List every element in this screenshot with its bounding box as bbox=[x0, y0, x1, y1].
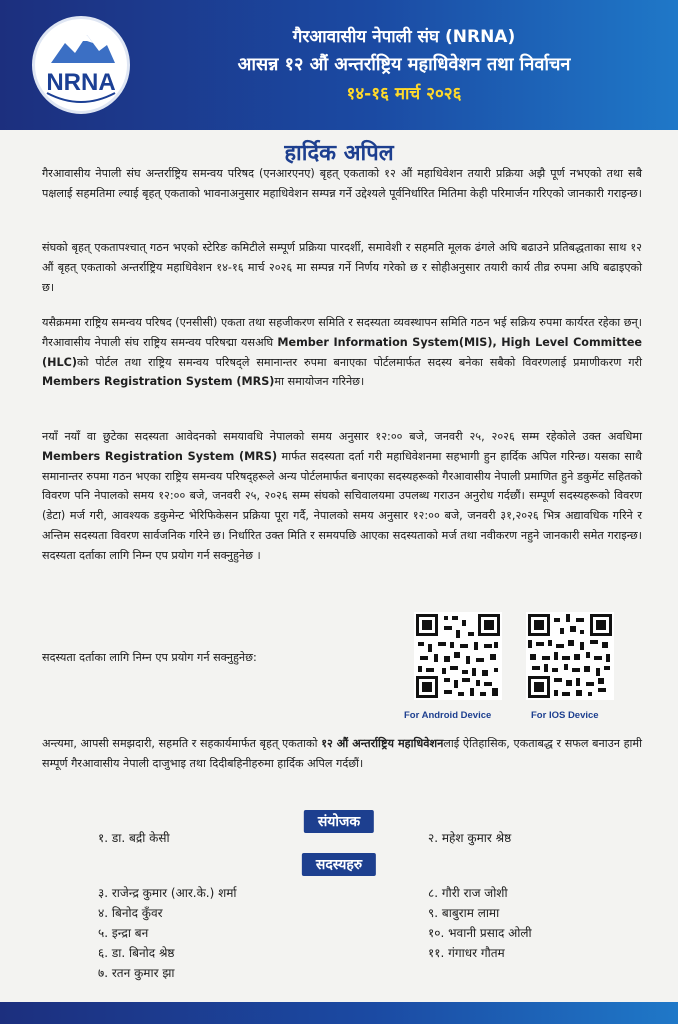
convener-1: १. डा. बद्री केसी bbox=[98, 831, 170, 845]
android-label: For Android Device bbox=[404, 710, 492, 721]
paragraph-4 bbox=[42, 427, 642, 566]
member-9: ९. बाबुराम लामा bbox=[428, 906, 500, 920]
member-11: ११. गंगाधर गौतम bbox=[428, 946, 505, 960]
p3-text-a: यसैक्रममा राष्ट्रिय समन्वय परिषद (एनसीसी) एकता तथा सहजीकरण समिति र सदस्यता व्यवस्थापन समिति गठन भई सक्रिय रुपमा कार्यरत रहेका छन्। गैरआवासीय नेपाली संघ राष्ट्रिय समन्वय परिषद्मा यसअघि bbox=[42, 316, 642, 349]
member-7: ७. रतन कुमार झा bbox=[98, 966, 175, 980]
p4-mrs: Members Registration System (MRS) bbox=[42, 449, 278, 463]
p3-text-c: को पोर्टल तथा राष्ट्रिय समन्वय परिषद्ले समानान्तर रुपमा बनाएका पोर्टलमार्फत सदस्य बनेका सबैको विवरणलाई प्रमाणीकरण गरी bbox=[76, 355, 642, 369]
nrna-logo bbox=[32, 16, 130, 114]
event-title: आसन्न १२ औं अन्तर्राष्ट्रिय महाधिवेशन तथा निर्वाचन bbox=[237, 54, 571, 75]
app-note: सदस्यता दर्ताका लागि निम्न एप प्रयोग गर्न सक्नुहुनेछ: bbox=[42, 651, 257, 664]
android-qr-code[interactable] bbox=[414, 612, 502, 700]
p5-text-a: अन्त्यमा, आपसी समझदारी, सहमति र सहकार्यमार्फत बृहत् एकताको bbox=[42, 737, 322, 750]
footer-bar bbox=[0, 1002, 678, 1024]
p4-text-c: मार्फत सदस्यता दर्ता गरी महाधिवेशनमा सहभागी हुन हार्दिक अपिल गरिन्छ। यसका साथै समानान्तर रुपमा गठन भएका राष्ट्रिय समन्वय परिषद्हरूले अन्य पोर्टलमार्फत बनाएका सदस्यहरूको गैरआवासीय नेपाली प्रमाणित हुने डकुमेंट सहितको विवरण पनि नेपालको समय १२:०० बजे, जनवरी २५, २०२६ सम्म संघको सचिवालयमा उपलब्ध गराउन अनुरोध गर्दछौं। सम्पूर्ण सदस्यहरूको विवरण (डेटा) मर्ज गरी, आवश्यक डकुमेन्ट भेरिफिकेसन प्रक्रिया पूरा गर्दै, नेपालको समय अनुसार १२:०० बजे, जनवरी ३१,२०२६ भित्र अद्यावधिक गरिने र अन्तिम सदस्यता विवरण सार्वजनिक गरिने छ। निर्धारित उक्त मिति र समयपछि आएका सदस्यताको मर्ज तथा नवीकरण नहुने जानकारी समेत गराइन्छ। सदस्यता दर्ताका लागि निम्न एप प्रयोग गर्न सक्नुहुनेछ । bbox=[42, 449, 643, 562]
ios-label: For IOS Device bbox=[531, 710, 599, 721]
p3-text-e: मा समायोजन गरिनेछ। bbox=[274, 375, 365, 389]
p5-text-c: लाई ऐतिहासिक, एकताबद्ध र सफल बनाउन हामी सम्पूर्ण गैरआवासीय नेपाली दाजुभाइ तथा दिदीबहिनीहरुमा हार्दिक अपिल गर्दछौं। bbox=[42, 737, 642, 770]
paragraph-2: संघको बृहत् एकतापश्चात् गठन भएको स्टेरिङ कमिटीले सम्पूर्ण प्रक्रिया पारदर्शी, समावेशी र सहमति मूलक ढंगले अघि बढाउने प्रतिबद्धताका साथ १२ औं बृहत् एकताको अन्तर्राष्ट्रिय महाधिवेशन १४-१६ मार्च २०२६ मा सम्पन्न गर्ने निर्णय गरेको छ र सोहीअनुसार तयारी कार्य तीव्र रुपमा अघि बढाइएको छ। bbox=[42, 241, 642, 294]
org-name: गैरआवासीय नेपाली संघ (NRNA) bbox=[292, 27, 516, 47]
ios-qr-icon bbox=[526, 612, 614, 700]
logo-text: NRNA bbox=[46, 69, 116, 96]
member-8: ८. गौरी राज जोशी bbox=[428, 886, 508, 900]
paragraph-5 bbox=[42, 734, 642, 774]
convener-2: २. महेश कुमार श्रेष्ठ bbox=[428, 831, 512, 845]
paragraph-1: गैरआवासीय नेपाली संघ अन्तर्राष्ट्रिय समन्वय परिषद (एनआरएनए) बृहत् एकताको १२ औं महाधिवेशन तयारी प्रक्रिया अझै पूर्ण नभएको तथा सबै पक्षलाई सहमतिमा ल्याई बृहत् एकताको भावनाअनुसार महाधिवेशन सम्पन्न गर्ने उद्देश्यले पूर्वनिर्धारित मितिमा केही परिमार्जन गरिएको जानकारी गराइन्छ। bbox=[42, 167, 642, 200]
member-3: ३. राजेन्द्र कुमार (आर.के.) शर्मा bbox=[98, 886, 237, 900]
member-10: १०. भवानी प्रसाद ओली bbox=[428, 926, 532, 940]
android-qr-icon bbox=[414, 612, 502, 700]
event-date: १४-१६ मार्च २०२६ bbox=[346, 84, 462, 104]
logo-graphic bbox=[35, 19, 127, 111]
member-5: ५. इन्द्रा बन bbox=[98, 926, 149, 940]
p4-text-a: नयाँ नयाँ वा छुटेका सदस्यता आवेदनको समयावधि नेपालको समय अनुसार १२:०० बजे, जनवरी २५, २०२६ सम्म रहेकोले उक्त अवधिमा bbox=[42, 430, 642, 443]
member-4: ४. बिनोद कुँवर bbox=[98, 906, 163, 920]
ios-qr-code[interactable] bbox=[526, 612, 614, 700]
member-6: ६. डा. बिनोद श्रेष्ठ bbox=[98, 946, 175, 960]
p5-bold: १२ औं अन्तर्राष्ट्रिय महाधिवेशन bbox=[321, 737, 444, 750]
p3-mis-hlc: Member Information System(MIS), High Level Committee (HLC) bbox=[42, 335, 642, 369]
paragraph-3 bbox=[42, 313, 642, 392]
convener-heading: संयोजक bbox=[304, 810, 374, 833]
p3-mrs: Members Registration System (MRS) bbox=[42, 375, 275, 389]
page-title: हार्दिक अपिल bbox=[284, 141, 394, 166]
members-heading: सदस्यहरु bbox=[302, 853, 376, 876]
header-banner bbox=[0, 0, 678, 130]
